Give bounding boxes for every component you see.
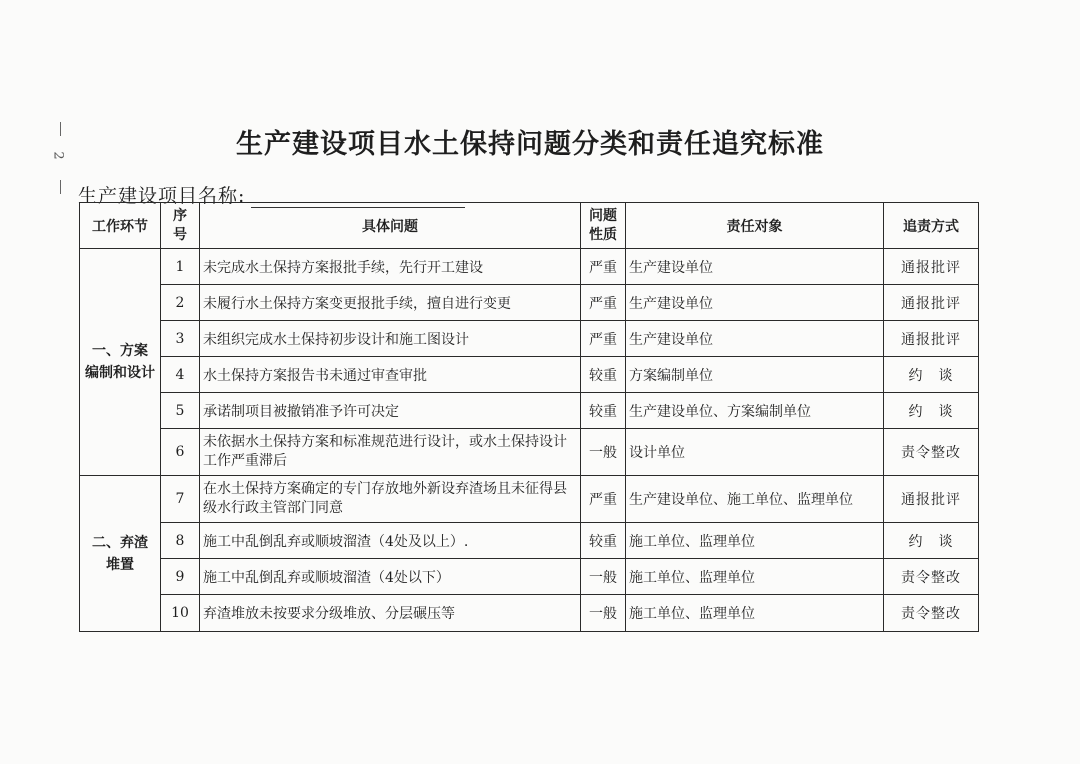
header-party: 责任对象 (626, 203, 884, 249)
row-number: 10 (161, 595, 200, 632)
row-action: 约 谈 (884, 393, 979, 429)
header-accountability: 追责方式 (884, 203, 979, 249)
row-party: 方案编制单位 (626, 357, 884, 393)
row-nature: 严重 (581, 321, 626, 357)
row-nature: 严重 (581, 476, 626, 523)
row-party: 生产建设单位 (626, 321, 884, 357)
row-party: 生产建设单位 (626, 249, 884, 285)
row-problem: 弃渣堆放未按要求分级堆放、分层碾压等 (200, 595, 581, 632)
row-number: 7 (161, 476, 200, 523)
row-problem: 施工中乱倒乱弃或顺坡溜渣（4处以下） (200, 559, 581, 595)
row-party: 施工单位、监理单位 (626, 559, 884, 595)
row-number: 8 (161, 523, 200, 559)
row-problem: 未履行水土保持方案变更报批手续，擅自进行变更 (200, 285, 581, 321)
row-action: 责令整改 (884, 595, 979, 632)
header-problem: 具体问题 (200, 203, 581, 249)
table-row (80, 321, 979, 357)
project-name-label: 生产建设项目名称: (78, 185, 246, 207)
row-number: 9 (161, 559, 200, 595)
row-nature: 较重 (581, 523, 626, 559)
row-nature: 一般 (581, 595, 626, 632)
row-problem: 未完成水土保持方案报批手续，先行开工建设 (200, 249, 581, 285)
section-cell: 一、方案 编制和设计 (80, 249, 161, 476)
document-title: 生产建设项目水土保持问题分类和责任追究标准 (236, 129, 824, 160)
table-header-row (80, 203, 979, 249)
row-nature: 较重 (581, 393, 626, 429)
row-problem: 水土保持方案报告书未通过审查审批 (200, 357, 581, 393)
row-number: 5 (161, 393, 200, 429)
standards-table (79, 202, 979, 632)
row-nature: 一般 (581, 559, 626, 595)
row-problem: 承诺制项目被撤销准予许可决定 (200, 393, 581, 429)
row-problem: 施工中乱倒乱弃或顺坡溜渣（4处及以上）. (200, 523, 581, 559)
page-number: 2 (50, 151, 66, 160)
row-nature: 严重 (581, 249, 626, 285)
row-party: 生产建设单位 (626, 285, 884, 321)
table-row (80, 476, 979, 523)
table-row (80, 559, 979, 595)
row-problem: 在水土保持方案确定的专门存放地外新设弃渣场且未征得县级水行政主管部门同意 (200, 476, 581, 523)
row-nature: 较重 (581, 357, 626, 393)
row-party: 生产建设单位、施工单位、监理单位 (626, 476, 884, 523)
row-problem: 未组织完成水土保持初步设计和施工图设计 (200, 321, 581, 357)
row-number: 3 (161, 321, 200, 357)
row-number: 1 (161, 249, 200, 285)
row-nature: 一般 (581, 429, 626, 476)
row-action: 责令整改 (884, 429, 979, 476)
row-action: 约 谈 (884, 523, 979, 559)
header-stage: 工作环节 (80, 203, 161, 249)
page-marker-dash (60, 180, 61, 194)
table-row (80, 393, 979, 429)
row-action: 通报批评 (884, 285, 979, 321)
row-action: 约 谈 (884, 357, 979, 393)
row-nature: 严重 (581, 285, 626, 321)
table-row (80, 249, 979, 285)
table-row (80, 357, 979, 393)
header-seq: 序 号 (161, 203, 200, 249)
row-number: 6 (161, 429, 200, 476)
row-action: 通报批评 (884, 476, 979, 523)
row-action: 通报批评 (884, 321, 979, 357)
table-row (80, 285, 979, 321)
row-problem: 未依据水土保持方案和标准规范进行设计，或水土保持设计工作严重滞后 (200, 429, 581, 476)
row-action: 责令整改 (884, 559, 979, 595)
section-cell: 二、弃渣 堆置 (80, 476, 161, 632)
table-row (80, 523, 979, 559)
table-row (80, 429, 979, 476)
row-party: 设计单位 (626, 429, 884, 476)
row-number: 4 (161, 357, 200, 393)
row-action: 通报批评 (884, 249, 979, 285)
row-party: 生产建设单位、方案编制单位 (626, 393, 884, 429)
row-party: 施工单位、监理单位 (626, 595, 884, 632)
row-party: 施工单位、监理单位 (626, 523, 884, 559)
header-nature: 问题 性质 (581, 203, 626, 249)
table-row (80, 595, 979, 632)
row-number: 2 (161, 285, 200, 321)
